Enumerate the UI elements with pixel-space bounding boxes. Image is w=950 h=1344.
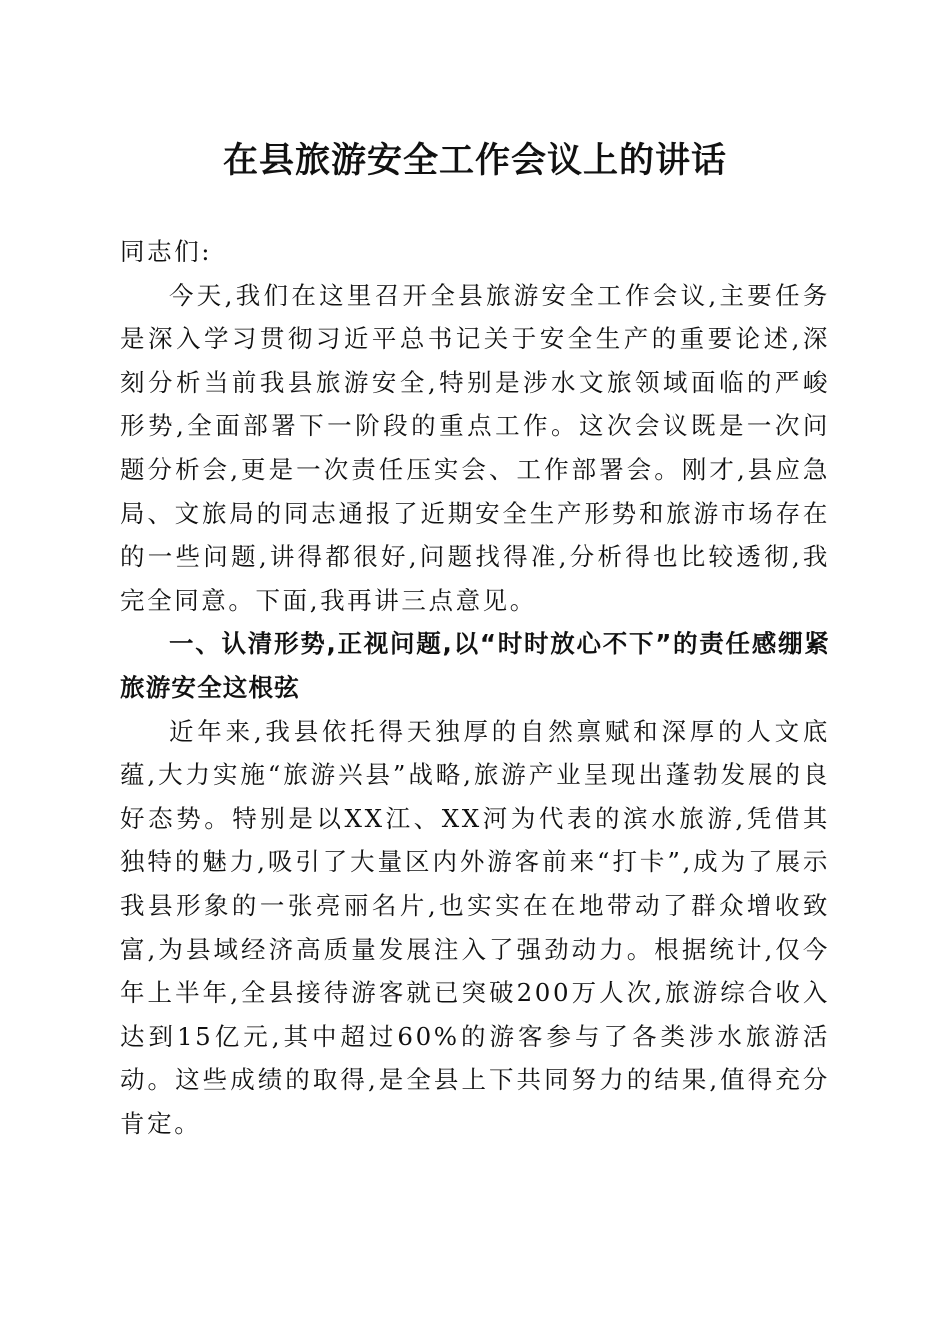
salutation: 同志们:	[120, 237, 213, 266]
document-title: 在县旅游安全工作会议上的讲话	[222, 140, 727, 181]
section-heading: 一、认清形势,正视问题,以“时时放心不下”的责任感绷紧旅游安全这根弦	[120, 629, 830, 702]
document-body	[120, 230, 830, 1145]
section-paragraph: 近年来,我县依托得天独厚的自然禀赋和深厚的人文底蕴,大力实施“旅游兴县”战略,旅游产业呈现出蓬勃发展的良好态势。特别是以XX江、XX河为代表的滨水旅游,凭借其独特的魅力,吸引了大量区内外游客前来“打卡”,成为了展示我县形象的一张亮丽名片,也实实在在地带动了群众增收致富,为县域经济高质量发展注入了强劲动力。根据统计,仅今年上半年,全县接待游客就已突破200万人次,旅游综合收入达到15亿元,其中超过60%的游客参与了各类涉水旅游活动。这些成绩的取得,是全县上下共同努力的结果,值得充分肯定。	[120, 716, 830, 1138]
opening-paragraph: 今天,我们在这里召开全县旅游安全工作会议,主要任务是深入学习贯彻习近平总书记关于安全生产的重要论述,深刻分析当前我县旅游安全,特别是涉水文旅领域面临的严峻形势,全面部署下一阶段的重点工作。这次会议既是一次问题分析会,更是一次责任压实会、工作部署会。刚才,县应急局、文旅局的同志通报了近期安全生产形势和旅游市场存在的一些问题,讲得都很好,问题找得准,分析得也比较透彻,我完全同意。下面,我再讲三点意见。	[120, 280, 830, 615]
